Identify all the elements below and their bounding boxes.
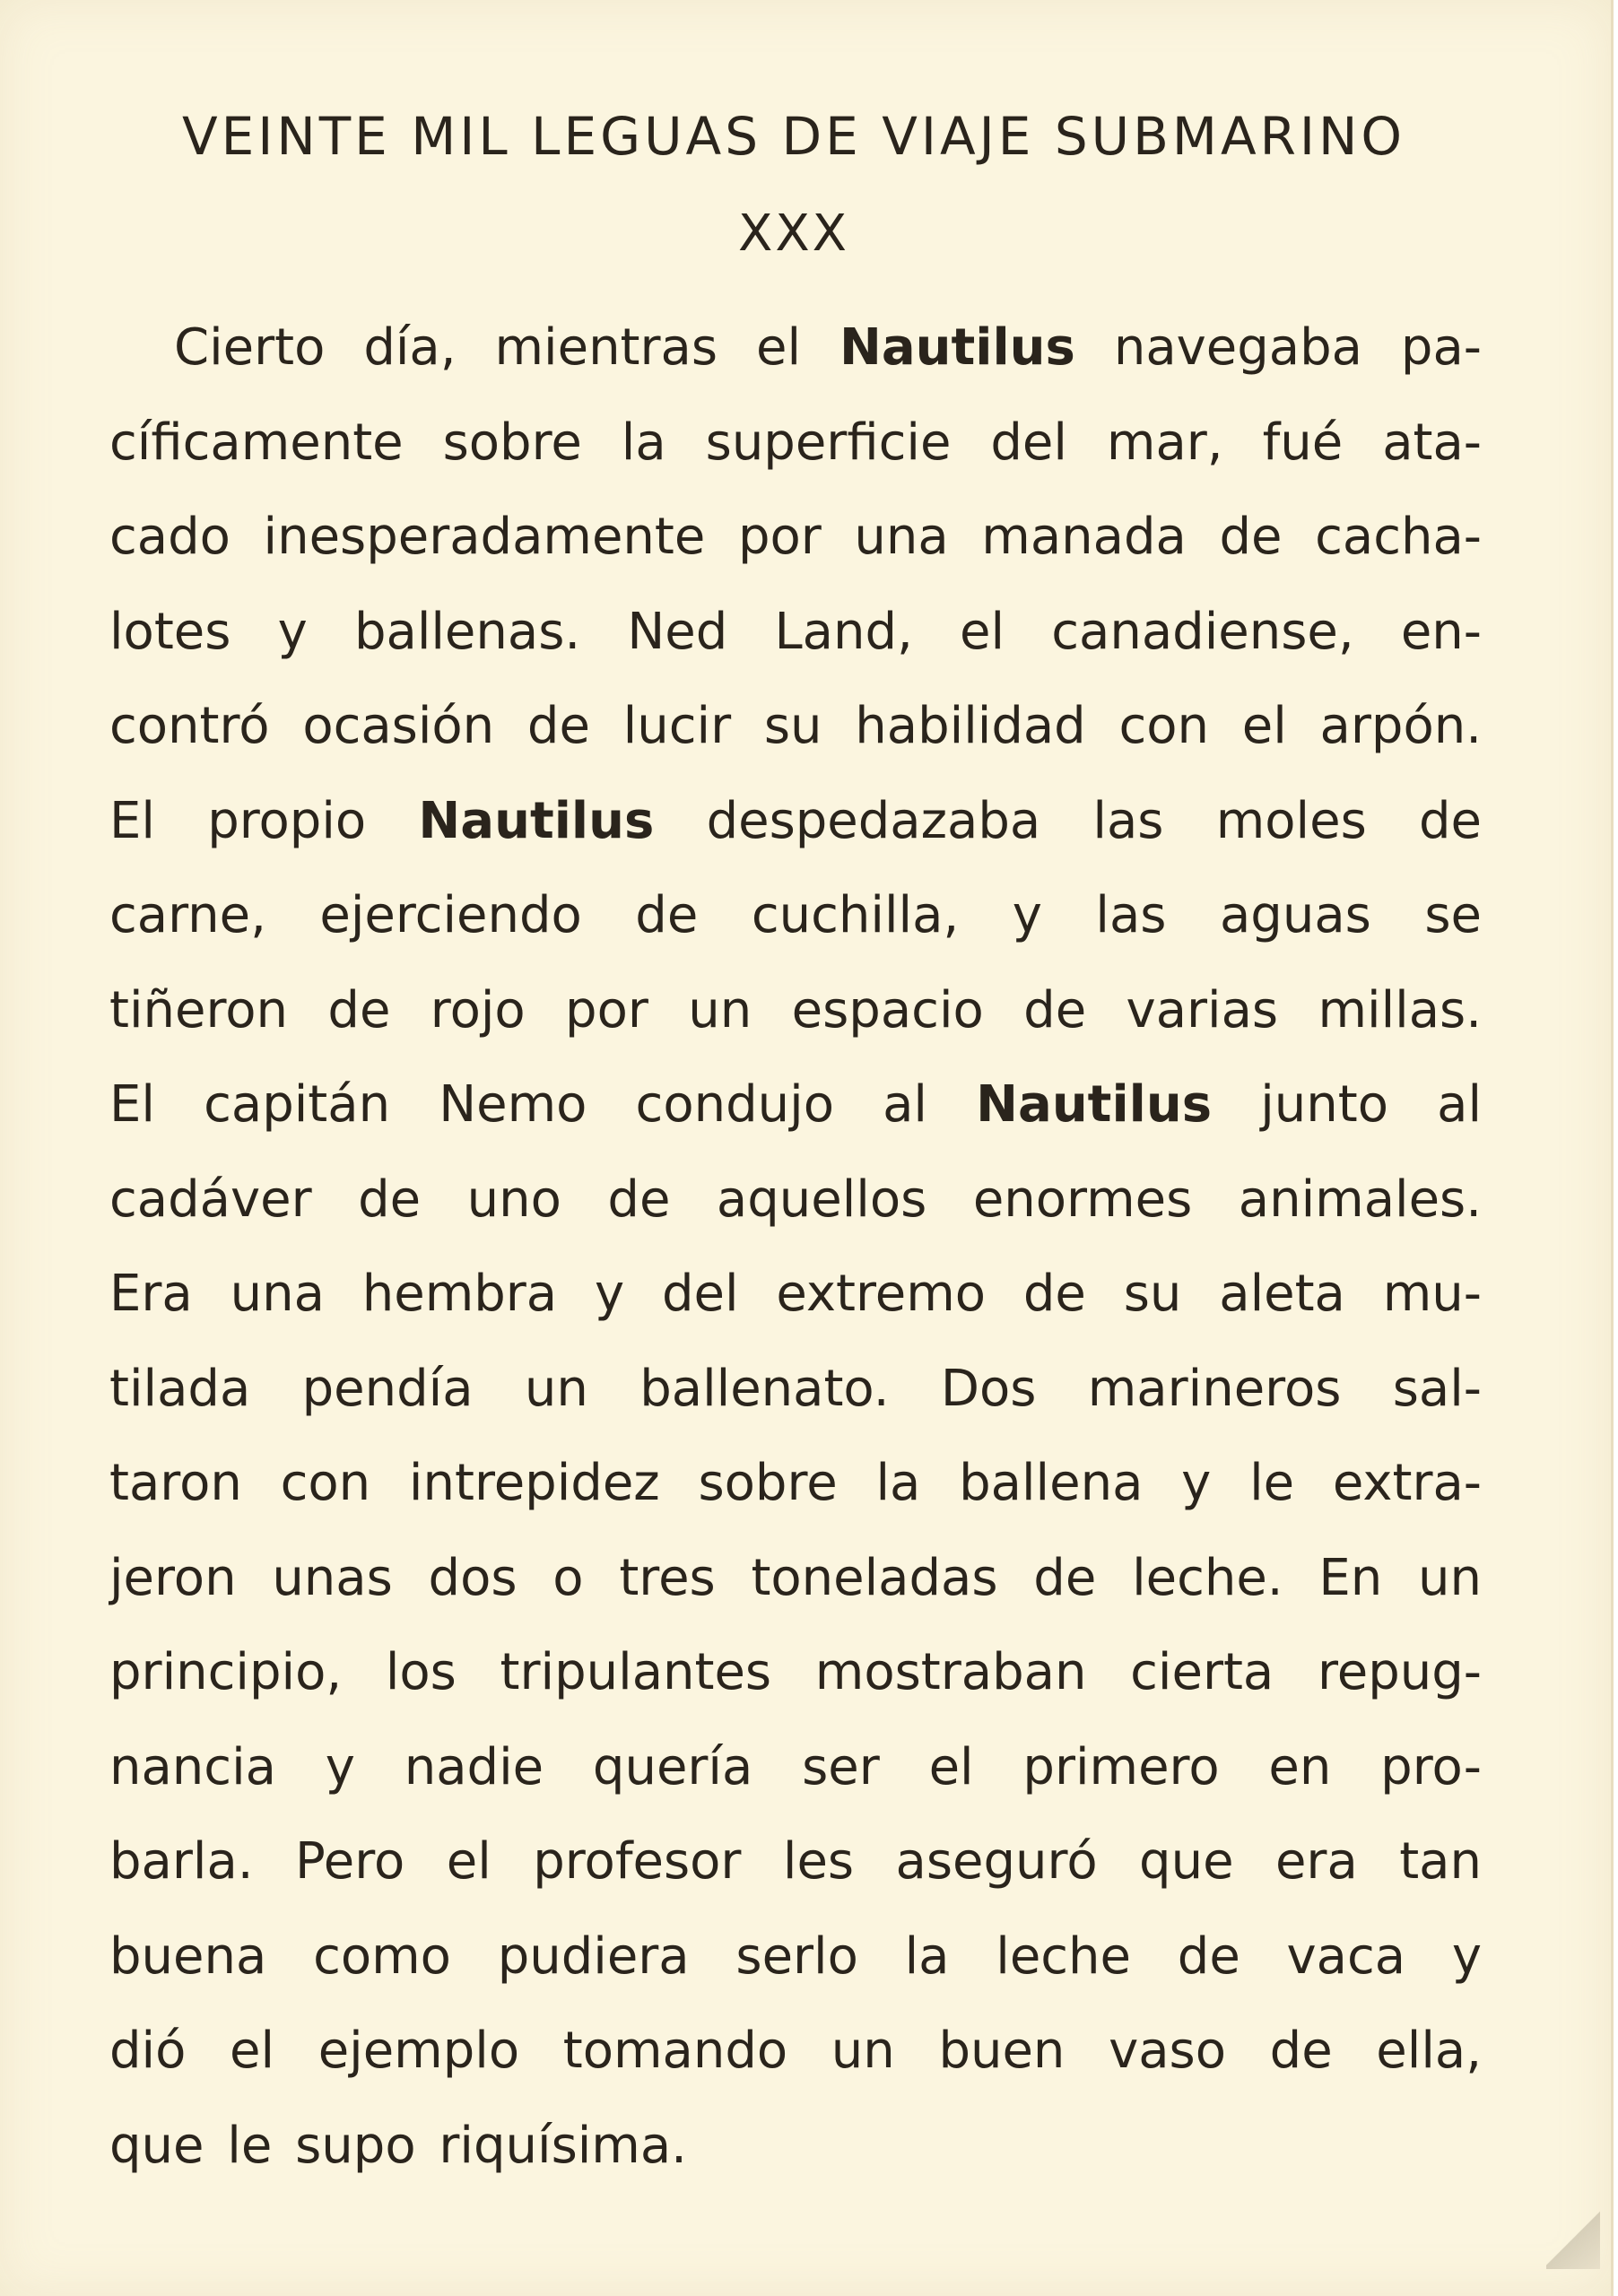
text-segment: El propio	[109, 791, 419, 850]
text-line	[109, 1247, 1482, 1342]
text-segment: Cierto día, mientras el	[174, 318, 839, 377]
text-segment: carne, ejerciendo de cuchilla, y las aguas se	[109, 886, 1482, 944]
text-line	[109, 963, 1482, 1058]
text-segment: taron con intrepidez sobre la ballena y le extra-	[109, 1454, 1482, 1512]
text-line	[109, 490, 1482, 585]
text-segment: cado inesperadamente por una manada de cacha-	[109, 508, 1482, 566]
text-segment: nancia y nadie quería ser el primero en pro-	[109, 1737, 1482, 1796]
text-line	[109, 1909, 1482, 2005]
text-line	[109, 1436, 1482, 1531]
ship-name: Nautilus	[976, 1075, 1213, 1134]
text-line	[109, 1625, 1482, 1720]
text-line	[109, 679, 1482, 774]
text-segment: dió el ejemplo tomando un buen vaso de ella,	[109, 2022, 1482, 2080]
text-line	[109, 868, 1482, 963]
text-line	[109, 1342, 1482, 1437]
text-line	[109, 300, 1482, 396]
chapter-number: XXX	[737, 204, 850, 263]
story-paragraph	[109, 300, 1482, 2193]
ship-name: Nautilus	[418, 791, 655, 850]
text-segment: cíficamente sobre la superficie del mar, fué ata-	[109, 413, 1482, 472]
text-segment: lotes y ballenas. Ned Land, el canadiense, en-	[109, 602, 1482, 661]
text-segment: contró ocasión de lucir su habilidad con el arpón.	[109, 697, 1482, 755]
text-segment: despedazaba las moles de	[654, 791, 1482, 850]
text-line	[109, 1057, 1482, 1152]
text-segment: El capitán Nemo condujo al	[109, 1075, 977, 1134]
text-segment: jeron unas dos o tres toneladas de leche. En un	[109, 1548, 1482, 1607]
book-title: VEINTE MIL LEGUAS DE VIAJE SUBMARINO	[181, 106, 1406, 167]
worn-corner	[1546, 2206, 1600, 2269]
text-line	[109, 396, 1482, 491]
text-segment: que le supo riquísima.	[109, 2116, 687, 2175]
text-segment: barla. Pero el profesor les aseguró que era tan	[109, 1832, 1482, 1891]
text-line	[109, 2004, 1482, 2099]
text-line	[109, 585, 1482, 680]
text-segment: principio, los tripulantes mostraban cierta repug-	[109, 1643, 1482, 1701]
text-segment: junto al	[1212, 1075, 1482, 1134]
text-line	[109, 1531, 1482, 1626]
text-line	[109, 774, 1482, 869]
text-segment: tiñeron de rojo por un espacio de varias millas.	[109, 980, 1482, 1039]
text-segment: navegaba pa-	[1074, 318, 1482, 377]
text-segment: cadáver de uno de aquellos enormes animales.	[109, 1170, 1482, 1229]
text-segment: Era una hembra y del extremo de su aleta mu-	[109, 1265, 1482, 1323]
text-segment: tilada pendía un ballenato. Dos marineros sal-	[109, 1359, 1482, 1418]
text-line	[109, 1814, 1482, 1909]
text-line	[109, 2099, 1482, 2194]
ship-name: Nautilus	[839, 318, 1075, 377]
text-segment: buena como pudiera serlo la leche de vaca y	[109, 1926, 1482, 1986]
text-line	[109, 1152, 1482, 1248]
text-line	[109, 1720, 1482, 1815]
